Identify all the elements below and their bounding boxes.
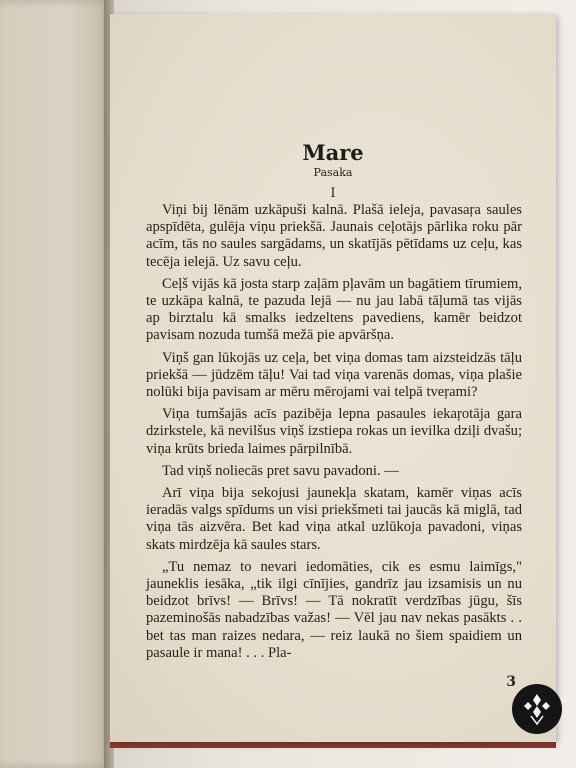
paragraph: Arī viņa bija sekojusi jaunekļa skatam, kamēr viņas acīs ieradās valgs spīdums un visi priekšmeti tai jaucās kā miglā, tad viņa tās aizvēra. Bet kad viņa atkal uzlūkoja pavadoni, viņas skats mirdzēja kā saules stars.	[146, 485, 522, 553]
diamond-emblem-icon	[522, 692, 552, 726]
watermark-badge	[512, 684, 562, 734]
book-page	[110, 14, 556, 742]
left-page	[0, 0, 112, 768]
paragraph: „Tu nemaz to nevari iedomāties, cik es esmu laimīgs," jauneklis iesāka, „tik ilgi cīnījies, gandrīz jau izsamisis un nu beidzot brīvs! — Brīvs! — Tā nokratīt verdzības jūgu, šīs pazeminošās nabadzības važas! — Vēl jau nav nekas pasākts . . bet tas man raizes nedara, — reiz laukā no šiem spaidiem un pasaule ir mana! . . . Pla-	[146, 558, 522, 661]
chapter-subtitle: Pasaka	[313, 166, 353, 179]
section-number: I	[330, 186, 336, 201]
paragraph: Viņš gan lūkojās uz ceļa, bet viņa domas tam aizsteidzās tāļu priekšā — jūdzēm tāļu! Vai tad viņa varenās domas, viņa plašie nolūki bija pavisam ar mēru mērojami vai telpā tveŗami?	[146, 349, 522, 401]
paragraph: Viņa tumšajās acīs pazibēja lepna pasaules iekaŗotāja gara dzirkstele, kā nevilšus viņš izstiepa rokas un ievilka dziļi dvašu; viņa krūts brieda laimes pārpilnībā.	[146, 406, 522, 457]
paragraph: Tad viņš noliecās pret savu pavadoni. —	[162, 462, 399, 479]
page-number: 3	[506, 674, 516, 690]
body-text	[146, 202, 522, 667]
paragraph: Ceļš vijās kā josta starp zaļām pļavām un bagātiem tīrumiem, te uzkāpa kalnā, te pazuda lejā — nu jau labā tāļumā tas vijās ap birztalu kā smalks iedzeltens pavediens, kamēr beidzot pavisam nozuda tumšā mežā pie apvāršņa.	[146, 275, 522, 344]
book-bottom-edge	[110, 742, 556, 748]
chapter-title: Mare	[302, 140, 364, 165]
paragraph: Viņi bij lēnām uzkāpuši kalnā. Plašā ieleja, pavasaŗa saules apspīdēta, gulēja viņu priekšā. Jaunais ceļotājs pārlika roku pār acīm, tās no saules sargādams, un skatījās pētīdams uz ceļu, kas tecēja ielejā. Uz savu ceļu.	[146, 202, 522, 270]
